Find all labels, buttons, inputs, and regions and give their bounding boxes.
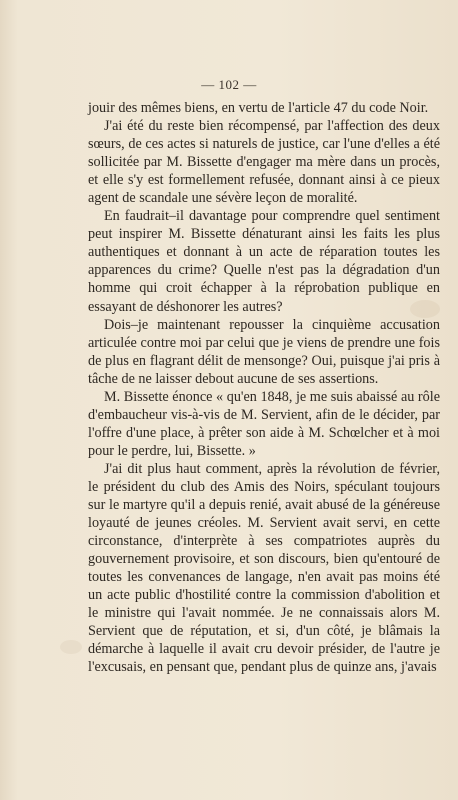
paragraph: M. Bissette énonce « qu'en 1848, je me suis abaissé au rôle d'embaucheur vis-à-vis de M. Servient, afin de le décider, par l'offre d'une place, à prêter son aide à M. Schœlcher et à moi pour le perdre, lui, Bissette. » — [88, 388, 440, 459]
paragraph: jouir des mêmes biens, en vertu de l'article 47 du code Noir. — [88, 100, 429, 116]
paragraph: J'ai dit plus haut comment, après la révolution de février, le président du club des Amis des Noirs, spéculant toujours sur le martyre qu'il a depuis renié, avait abusé de la généreuse loyauté de jeunes créoles. M. Servient avait servi, en cette circonstance, d'interprète à ses compatriotes auprès du gouvernement provisoire, et son discours, bien qu'entouré de toutes les convenances de langage, n'en avait pas moins été un acte public d'hostilité contre la commission d'abolition et le ministre qui l'avait nommée. Je ne connaissais alors M. Servient que de réputation, et si, d'un côté, je blâmais la démarche à laquelle il avait cru devoir présider, de l'autre je l'excusais, en pensant que, pendant plus de quinze ans, j'avais — [88, 460, 440, 676]
paragraph: J'ai été du reste bien récompensé, par l'affection des deux sœurs, de ces actes si naturels de justice, car l'une d'elles a été sollicitée par M. Bissette d'engager ma mère dans un procès, et elle s'y est formellement refusée, donnant ainsi à ce pieux agent de scandale une sévère leçon de moralité. — [88, 118, 440, 207]
page-number: — 102 — — [201, 77, 257, 92]
body-text — [88, 99, 440, 677]
paragraph: Dois–je maintenant repousser la cinquième accusation articulée contre moi par celui que je viens de prendre une fois de plus en flagrant délit de mensonge? Oui, puisque j'ai pris à tâche de ne laisser debout aucune de ses assertions. — [88, 316, 440, 387]
paragraph: En faudrait–il davantage pour comprendre quel sentiment peut inspirer M. Bissette dénaturant ainsi les faits les plus authentiques et donnant à un acte de réparation toutes les apparences du crime? Quelle n'est pas la dégradation d'un homme qui croit échapper à la réprobation publique en essayant de déshonorer les autres? — [88, 208, 440, 315]
paper-stain — [60, 640, 82, 654]
